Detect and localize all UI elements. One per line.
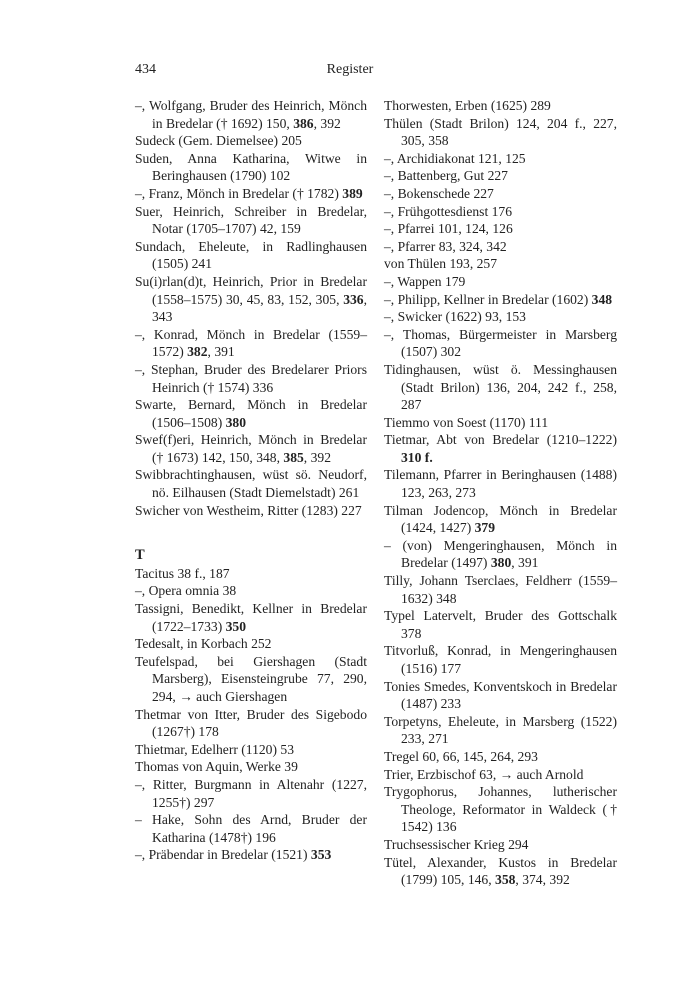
entry-text: Trygophorus, Johannes, lutherischer Theologe, Reformator in Waldeck († 1542) 136 [384,784,617,835]
index-entry [384,326,617,361]
entry-text: Swarte, Bernard, Mönch in Bredelar (1506–1508) [135,397,367,430]
section-letter: T [135,547,145,564]
index-entry [384,255,617,273]
index-entry [135,758,367,776]
index-entry [384,766,617,784]
index-entry [135,653,367,706]
page-header [135,62,565,82]
index-entry [135,706,367,741]
entry-text: – Hake, Sohn des Arnd, Bruder der Katharina (1478†) 196 [135,812,367,845]
entry-text: Thetmar von Itter, Bruder des Sigebodo (1267†) 178 [135,706,367,740]
entry-text: Tiemmo von Soest (1170) 111 [384,414,549,430]
entry-text: Swef(f)eri, Heinrich, Mönch in Bredelar († 1673) 142, 150, 348, [135,432,367,465]
index-entry [135,203,367,238]
entry-text: Torpetyns, Eheleute, in Marsberg (1522) 233, 271 [384,713,617,747]
index-entry [384,713,617,748]
entry-text: –, Pfarrer 83, 324, 342 [384,238,507,254]
index-entry [384,220,617,238]
index-entry [384,431,617,466]
index-entry [135,132,367,150]
index-entry [135,150,367,185]
index-entry [384,783,617,836]
index-entry [135,326,367,361]
running-title: Register [326,62,374,77]
entry-text: Thietmar, Edelherr (1120) 53 [135,741,294,757]
entry-text: –, Wolfgang, Bruder des Heinrich, Mönch in Bredelar († 1692) 150, [135,98,367,131]
entry-text: –, Thomas, Bürgermeister in Marsberg (1507) 302 [384,326,617,360]
index-entry [384,150,617,168]
index-entry [384,466,617,501]
entry-main-reference: 379 [474,520,496,536]
entry-text: Teufelspad, bei Giershagen (Stadt Marsberg), Eisensteingrube 77, 290, 294, → auch Giershagen [135,653,367,704]
index-column-left [135,97,367,864]
entry-text: Tilman Jodencop, Mönch in Bredelar (1424, 1427) [384,502,617,536]
index-entry [135,741,367,759]
entry-main-reference: 382 [187,344,208,360]
entry-text: Thülen (Stadt Brilon) 124, 204 f., 227, 305, 358 [384,115,617,149]
entry-text: Tedesalt, in Korbach 252 [135,636,272,652]
entry-text: Tonies Smedes, Konventskoch in Bredelar (1487) 233 [384,678,617,712]
entry-text: Tietmar, Abt von Bredelar (1210–1222) [384,432,617,448]
entry-text: –, Präbendar in Bredelar (1521) [135,847,311,863]
index-entry [384,97,617,115]
index-entry [135,238,367,273]
entry-text: –, Wappen 179 [384,273,466,289]
index-entry [135,502,367,520]
entry-main-reference: 336 [343,291,364,307]
entry-text: –, Konrad, Mönch in Bredelar (1559–1572) [135,326,367,360]
section-gap [135,519,367,547]
index-entry [135,361,367,396]
entry-text: –, Pfarrei 101, 124, 126 [384,221,513,237]
entry-main-reference: 380 [490,555,512,571]
entry-main-reference: 385 [283,449,304,465]
index-entry [135,185,367,203]
index-entry [384,361,617,414]
index-entry [135,396,367,431]
index-entry [384,678,617,713]
index-entry [384,291,617,309]
entry-text: –, Bokenschede 227 [384,185,494,201]
index-entry [135,582,367,600]
entry-main-reference: 350 [225,618,247,634]
index-entry [384,273,617,291]
entry-text-tail: , 343 [152,291,367,325]
index-entry [135,600,367,635]
entry-text: Tidinghausen, wüst ö. Messinghausen (Stadt Brilon) 136, 204, 242 f., 258, 287 [384,361,617,413]
entry-text: Swicher von Westheim, Ritter (1283) 227 [135,502,362,518]
entry-text: Sundach, Eheleute, in Radlinghausen (1505) 241 [135,238,367,272]
entry-main-reference: 386 [293,115,314,131]
entry-text: –, Franz, Mönch in Bredelar († 1782) [135,185,343,201]
entry-text: Tilemann, Pfarrer in Beringhausen (1488) 123, 263, 273 [384,467,617,501]
entry-text: Thomas von Aquin, Werke 39 [135,759,298,775]
index-entry [384,203,617,221]
index-entry [135,565,367,583]
index-entry [384,502,617,537]
entry-text: Tütel, Alexander, Kustos in Bredelar (1799) 105, 146, [384,854,617,888]
entry-text: Tilly, Johann Tserclaes, Feldherr (1559–1632) 348 [384,573,617,606]
index-entry [384,607,617,642]
entry-text-tail: , 392 [313,115,341,131]
entry-text: Suer, Heinrich, Schreiber in Bredelar, Notar (1705–1707) 42, 159 [135,203,367,237]
entry-main-reference: 380 [225,414,247,430]
entry-text: Swibbrachtinghausen, wüst sö. Neudorf, nö. Eilhausen (Stadt Diemelstadt) 261 [135,467,367,501]
entry-main-reference: 310 f. [401,449,433,465]
entry-main-reference: 389 [342,185,363,201]
index-entry [384,642,617,677]
entry-text: –, Opera omnia 38 [135,583,237,599]
index-entry [384,238,617,256]
index-entry [135,273,367,326]
entry-text: Su(i)rlan(d)t, Heinrich, Prior in Bredelar (1558–1575) 30, 45, 83, 152, 305, [135,273,367,307]
entry-text-tail: , 392 [303,449,331,465]
index-entry [384,572,617,607]
index-entry [384,836,617,854]
entry-text: –, Swicker (1622) 93, 153 [384,309,526,325]
index-entry [384,854,617,889]
entry-text: Titvorluß, Konrad, in Mengeringhausen (1516) 177 [384,643,617,676]
entry-text-tail: , 374, 392 [515,872,570,888]
entry-text-tail: , 391 [207,344,235,360]
entry-text: – (von) Mengeringhausen, Mönch in Bredelar (1497) [384,537,617,571]
index-entry [135,635,367,653]
entry-text: –, Battenberg, Gut 227 [384,168,508,184]
entry-text: Typel Latervelt, Bruder des Gottschalk 378 [384,608,617,641]
index-entry [135,466,367,501]
entry-main-reference: 348 [591,291,613,307]
entry-text: –, Archidiakonat 121, 125 [384,150,526,166]
entry-text: Tassigni, Benedikt, Kellner in Bredelar (1722–1733) [135,601,367,634]
entry-text: –, Philipp, Kellner in Bredelar (1602) [384,291,592,307]
entry-text: –, Stephan, Bruder des Bredelarer Priors Heinrich († 1574) 336 [135,361,367,395]
entry-text: Suden, Anna Katharina, Witwe in Beringhausen (1790) 102 [135,150,367,184]
entry-main-reference: 353 [310,847,332,863]
entry-text: Tacitus 38 f., 187 [135,565,230,581]
entry-text-tail: , 391 [511,555,539,571]
entry-text: Sudeck (Gem. Diemelsee) 205 [135,133,302,149]
index-entry [135,811,367,846]
index-entry [384,537,617,572]
entry-main-reference: 358 [495,872,516,888]
index-column-right [384,97,617,889]
entry-text: von Thülen 193, 257 [384,256,498,272]
entry-text: –, Frühgottesdienst 176 [384,203,513,219]
index-entry [135,776,367,811]
index-entry [384,748,617,766]
index-entry [135,431,367,466]
entry-text: Truchsessischer Krieg 294 [384,836,529,852]
entry-text: Thorwesten, Erben (1625) 289 [384,98,551,113]
index-entry [384,185,617,203]
index-entry [384,308,617,326]
index-entry [135,97,367,132]
index-entry [384,414,617,432]
entry-text: Trier, Erzbischof 63, → auch Arnold [384,766,584,782]
index-entry [384,115,617,150]
entry-text: –, Ritter, Burgmann in Altenahr (1227, 1255†) 297 [135,776,367,810]
entry-text: Tregel 60, 66, 145, 264, 293 [384,748,538,764]
index-entry [135,846,367,864]
page-number: 434 [135,62,156,77]
index-entry [384,167,617,185]
